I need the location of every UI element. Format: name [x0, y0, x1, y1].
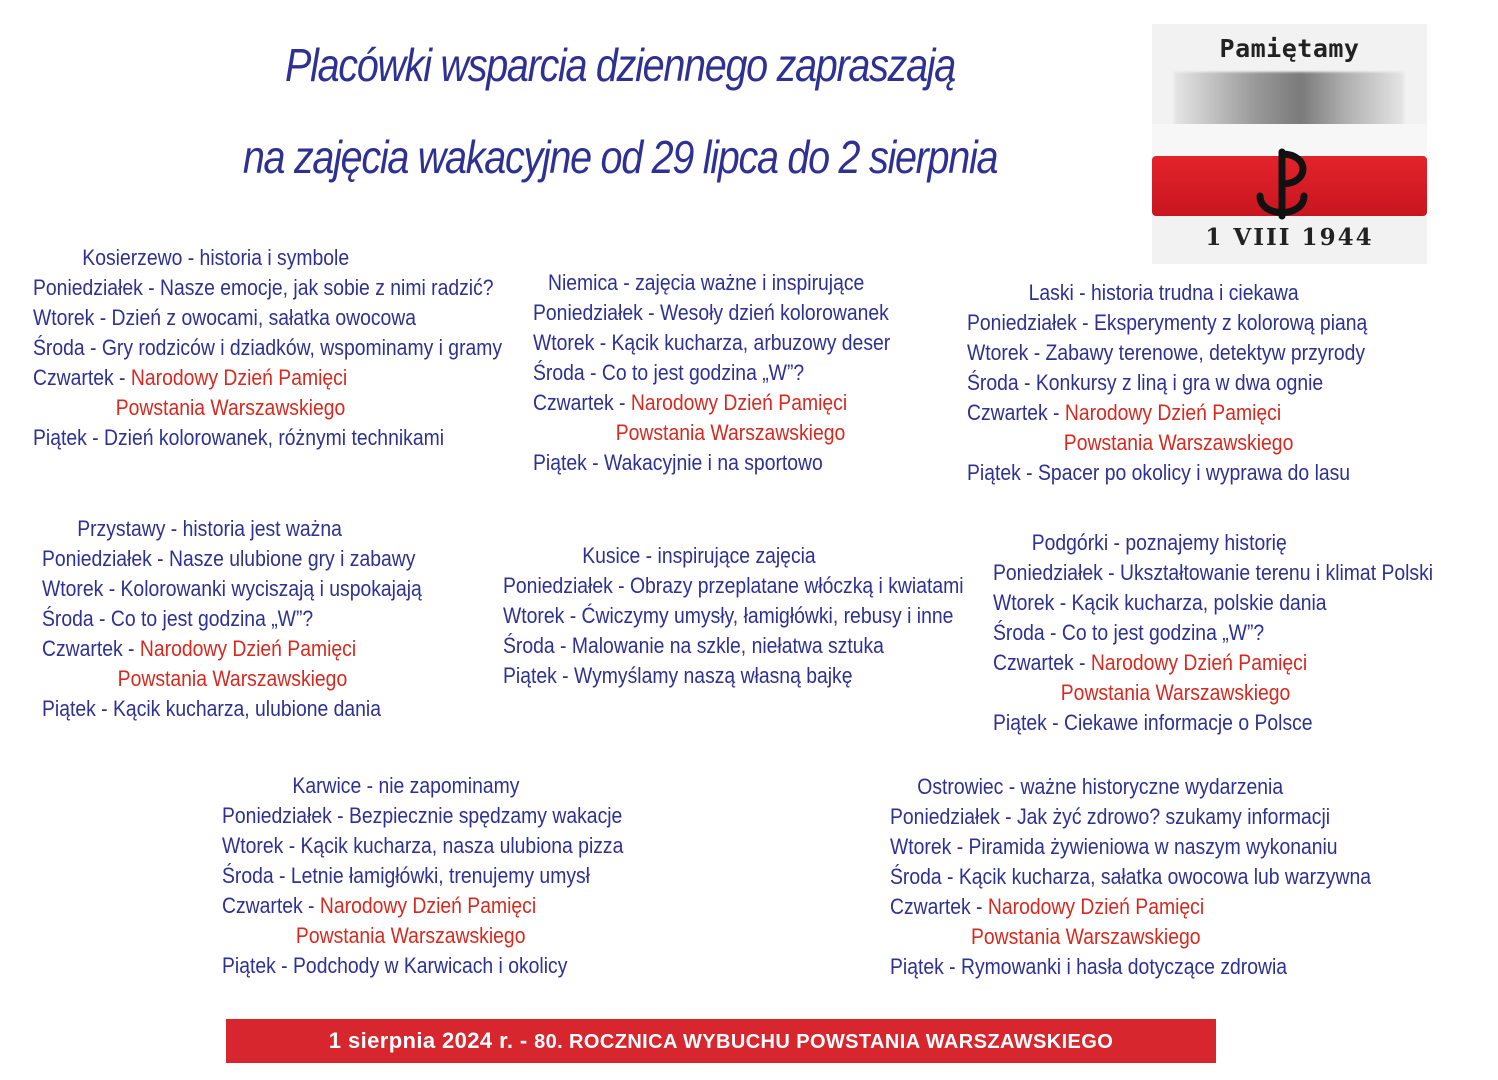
- thursday-event: Narodowy Dzień Pamięci: [630, 390, 848, 415]
- thursday-event-cont: Powstania Warszawskiego: [1063, 430, 1294, 455]
- location-header: Kusice - inspirujące zajęcia: [582, 543, 816, 568]
- friday-row: Piątek - Dzień kolorowanek, różnymi technikami: [33, 425, 445, 450]
- thursday-label: Czwartek -: [533, 390, 631, 415]
- friday-row: Piątek - Spacer po okolicy i wyprawa do lasu: [967, 460, 1351, 485]
- location-header: Kosierzewo - historia i symbole: [82, 245, 350, 270]
- schedule-ostrowiec: [890, 772, 1437, 982]
- location-header: Laski - historia trudna i ciekawa: [1028, 280, 1299, 305]
- schedule-karwice: [222, 771, 678, 981]
- emblem-date-text: 1 VIII 1944: [1205, 224, 1374, 251]
- monday-row: Poniedziałek - Wesoły dzień kolorowanek: [533, 300, 889, 325]
- thursday-event: Narodowy Dzień Pamięci: [1090, 650, 1308, 675]
- wednesday-row: Środa - Kącik kucharza, sałatka owocowa lub warzywna: [890, 864, 1372, 889]
- schedule-przystawy: [42, 514, 474, 724]
- tuesday-row: Wtorek - Kolorowanki wyciszają i uspokajają: [42, 576, 422, 601]
- thursday-label: Czwartek -: [42, 636, 140, 661]
- friday-row: Piątek - Rymowanki i hasła dotyczące zdrowia: [890, 954, 1288, 979]
- location-header: Niemica - zajęcia ważne i inspirujące: [547, 270, 865, 295]
- page-title-line-1: Placówki wsparcia dziennego zapraszają: [284, 39, 956, 91]
- monday-row: Poniedziałek - Obrazy przeplatane włóczką i kwiatami: [503, 573, 964, 598]
- monday-row: Poniedziałek - Nasze ulubione gry i zabawy: [42, 546, 416, 571]
- thursday-event-cont: Powstania Warszawskiego: [970, 924, 1201, 949]
- thursday-row: [890, 892, 1371, 922]
- friday-row: Piątek - Wymyślamy naszą własną bajkę: [503, 663, 853, 688]
- schedule-kosierzewo: [33, 243, 566, 453]
- thursday-row: [42, 634, 422, 664]
- friday-row: Piątek - Podchody w Karwicach i okolicy: [222, 953, 568, 978]
- wednesday-row: Środa - Konkursy z liną i gra w dwa ognie: [967, 370, 1324, 395]
- thursday-event: Narodowy Dzień Pamięci: [987, 894, 1205, 919]
- thursday-row: [967, 398, 1367, 428]
- wednesday-row: Środa - Co to jest godzina „W”?: [993, 620, 1265, 645]
- thursday-event-cont: Powstania Warszawskiego: [117, 666, 348, 691]
- monday-row: Poniedziałek - Jak żyć zdrowo? szukamy informacji: [890, 804, 1331, 829]
- banner-text: 80. ROCZNICA WYBUCHU POWSTANIA WARSZAWSKIEGO: [534, 1031, 1114, 1053]
- emblem-top-text: Pamiętamy: [1219, 34, 1360, 63]
- wednesday-row: Środa - Co to jest godzina „W”?: [42, 606, 314, 631]
- thursday-row: [993, 648, 1433, 678]
- thursday-event-cont: Powstania Warszawskiego: [295, 923, 526, 948]
- thursday-row: [33, 363, 502, 393]
- thursday-label: Czwartek -: [890, 894, 988, 919]
- schedule-niemica: [533, 268, 939, 478]
- monday-row: Poniedziałek - Eksperymenty z kolorową pianą: [967, 310, 1368, 335]
- schedule-podgorki: [993, 528, 1493, 738]
- thursday-event: Narodowy Dzień Pamięci: [1064, 400, 1282, 425]
- tuesday-row: Wtorek - Piramida żywieniowa w naszym wykonaniu: [890, 834, 1338, 859]
- thursday-row: [222, 891, 623, 921]
- wednesday-row: Środa - Co to jest godzina „W”?: [533, 360, 805, 385]
- monday-row: Poniedziałek - Ukształtowanie terenu i klimat Polski: [993, 560, 1434, 585]
- thursday-label: Czwartek -: [222, 893, 320, 918]
- monday-row: Poniedziałek - Bezpiecznie spędzamy wakacje: [222, 803, 623, 828]
- tuesday-row: Wtorek - Kącik kucharza, polskie dania: [993, 590, 1327, 615]
- friday-row: Piątek - Ciekawe informacje o Polsce: [993, 710, 1313, 735]
- pamietamy-emblem: [1152, 24, 1427, 264]
- schedule-kusice: [503, 541, 1026, 691]
- wednesday-row: Środa - Letnie łamigłówki, trenujemy umysł: [222, 863, 590, 888]
- location-header: Przystawy - historia jest ważna: [77, 516, 342, 541]
- thursday-event-cont: Powstania Warszawskiego: [115, 395, 346, 420]
- page-title-line-2: na zajęcia wakacyjne od 29 lipca do 2 sierpnia: [242, 131, 998, 183]
- tuesday-row: Wtorek - Kącik kucharza, arbuzowy deser: [533, 330, 891, 355]
- thursday-event: Narodowy Dzień Pamięci: [130, 365, 348, 390]
- location-header: Ostrowiec - ważne historyczne wydarzenia: [917, 774, 1284, 799]
- thursday-label: Czwartek -: [967, 400, 1065, 425]
- thursday-event: Narodowy Dzień Pamięci: [319, 893, 537, 918]
- thursday-event-cont: Powstania Warszawskiego: [1060, 680, 1291, 705]
- banner-date: 1 sierpnia 2024 r. -: [328, 1028, 535, 1053]
- schedule-laski: [967, 278, 1422, 488]
- monday-row: Poniedziałek - Nasze emocje, jak sobie z nimi radzić?: [33, 275, 494, 300]
- location-header: Karwice - nie zapominamy: [292, 773, 520, 798]
- thursday-label: Czwartek -: [33, 365, 131, 390]
- thursday-row: [533, 388, 890, 418]
- kotwica-anchor-icon: [1252, 146, 1324, 226]
- tuesday-row: Wtorek - Dzień z owocami, sałatka owocowa: [33, 305, 417, 330]
- friday-row: Piątek - Wakacyjnie i na sportowo: [533, 450, 823, 475]
- thursday-event-cont: Powstania Warszawskiego: [615, 420, 846, 445]
- wednesday-row: Środa - Gry rodziców i dziadków, wspominamy i gramy: [33, 335, 503, 360]
- anniversary-banner: [226, 1019, 1216, 1063]
- friday-row: Piątek - Kącik kucharza, ulubione dania: [42, 696, 382, 721]
- thursday-event: Narodowy Dzień Pamięci: [139, 636, 357, 661]
- location-header: Podgórki - poznajemy historię: [1031, 530, 1287, 555]
- thursday-label: Czwartek -: [993, 650, 1091, 675]
- wednesday-row: Środa - Malowanie na szkle, niełatwa sztuka: [503, 633, 884, 658]
- tuesday-row: Wtorek - Ćwiczymy umysły, łamigłówki, rebusy i inne: [503, 603, 954, 628]
- tuesday-row: Wtorek - Zabawy terenowe, detektyw przyrody: [967, 340, 1366, 365]
- tuesday-row: Wtorek - Kącik kucharza, nasza ulubiona pizza: [222, 833, 624, 858]
